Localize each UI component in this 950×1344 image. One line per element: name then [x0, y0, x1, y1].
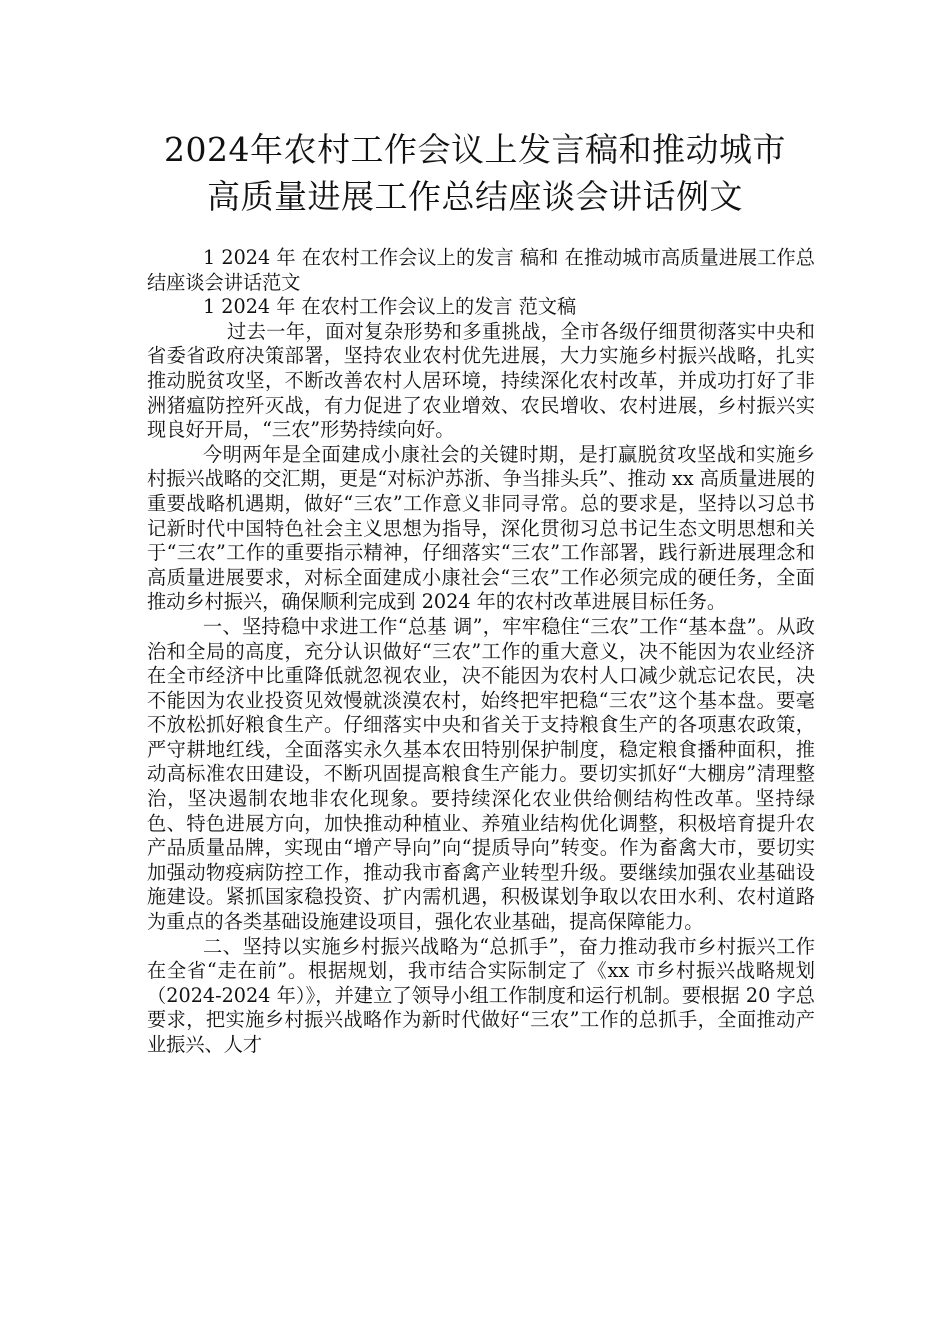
paragraph-point-one: 一、坚持稳中求进工作“总基 调”，牢牢稳住“三农”工作“基本盘”。从政治和全局的高度，充分认识做好“三农”工作的重大意义，决不能因为农业经济在全市经济中比重降低就忽视农业，决不能因为农村人口减少就忘记农民，决不能因为农业投资见效慢就淡漠农村，始终把牢把稳“三农”这个基本盘。要毫不放松抓好粮食生产。仔细落实中央和省关于支持粮食生产的各项惠农政策，严守耕地红线，全面落实永久基本农田特别保护制度，稳定粮食播种面积，推动高标准农田建设，不断巩固提高粮食生产能力。要切实抓好“大棚房”清理整治，坚决遏制农地非农化现象。要持续深化农业供给侧结构性改革。坚持绿色、特色进展方向，加快推动种植业、养殖业结构优化调整，积极培育提升农产品质量品牌，实现由“增产导向”向“提质导向”转变。作为畜禽大市，要切实加强动物疫病防控工作，推动我市畜禽产业转型升级。要继续加强农业基础设施建设。紧抓国家稳投资、扩内需机遇，积极谋划争取以农田水利、农村道路为重点的各类基础设施建设项目，强化农业基础，提高保障能力。	[147, 614, 815, 934]
title-line-1: 2024年农村工作会议上发言稿和推动城市	[164, 130, 786, 169]
paragraph-section-heading: 1 2024 年 在农村工作会议上的发言 范文稿	[203, 295, 577, 319]
document-body	[147, 246, 815, 1058]
document-title	[118, 126, 832, 220]
title-line-2: 高质量进展工作总结座谈会讲话例文	[207, 177, 743, 216]
paragraph-requirements: 今明两年是全面建成小康社会的关键时期，是打赢脱贫攻坚战和实施乡村振兴战略的交汇期，更是“对标沪苏浙、争当排头兵”、推动 xx 高质量进展的重要战略机遇期，做好“三农”工作意义非同寻常。总的要求是，坚持以习总书记新时代中国特色社会主义思想为指导，深化贯彻习总书记生态文明思想和关于“三农”工作的重要指示精神，仔细落实“三农”工作部署，践行新进展理念和高质量进展要求，对标全面建成小康社会“三农”工作必须完成的硬任务，全面推动乡村振兴，确保顺利完成到 2024 年的农村改革进展目标任务。	[147, 442, 815, 614]
paragraph-subtitle: 1 2024 年 在农村工作会议上的发言 稿和 在推动城市高质量进展工作总结座谈会讲话范文	[147, 246, 815, 294]
paragraph-point-two: 二、坚持以实施乡村振兴战略为“总抓手”，奋力推动我市乡村振兴工作在全省“走在前”。根据规划，我市结合实际制定了《xx 市乡村振兴战略规划（2024-2024 年）》，并建立了领导小组工作制度和运行机制。要根据 20 字总要求，把实施乡村振兴战略作为新时代做好“三农”工作的总抓手，全面推动产业振兴、人才	[147, 934, 815, 1056]
paragraph-intro: 过去一年，面对复杂形势和多重挑战，全市各级仔细贯彻落实中央和省委省政府决策部署，坚持农业农村优先进展，大力实施乡村振兴战略，扎实推动脱贫攻坚，不断改善农村人居环境，持续深化农村改革，并成功打好了非洲猪瘟防控歼灭战，有力促进了农业增效、农民增收、农村进展，乡村振兴实现良好开局，“三农”形势持续向好。	[147, 319, 815, 442]
